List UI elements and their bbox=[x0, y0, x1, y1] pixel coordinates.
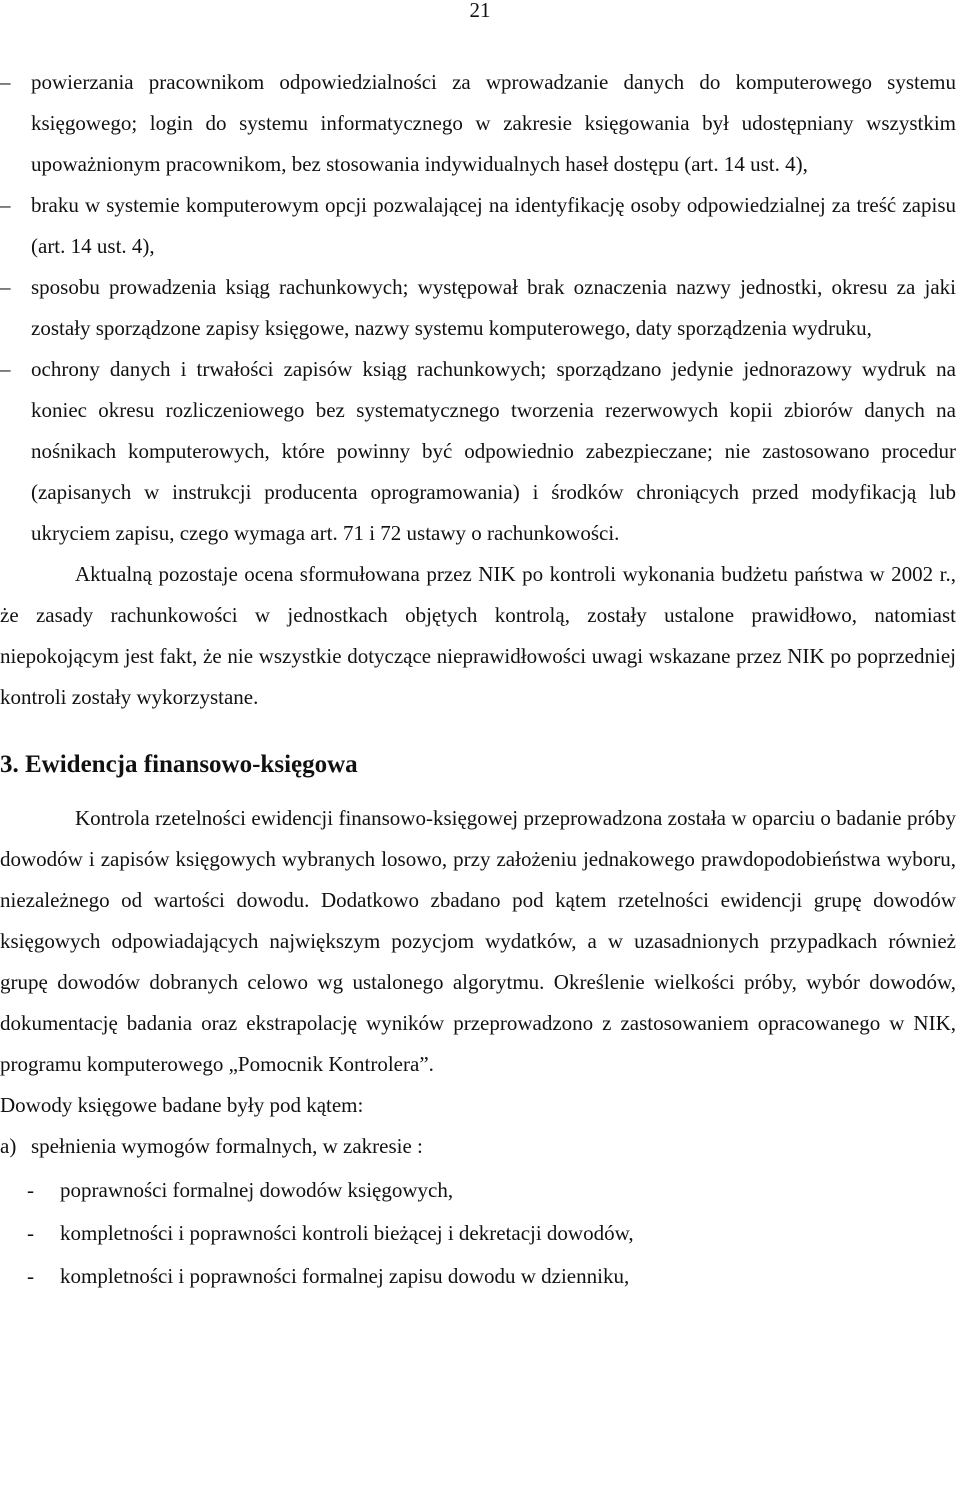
list-item bbox=[0, 1212, 956, 1255]
letter-marker: a) bbox=[0, 1134, 17, 1158]
minus-marker: - bbox=[27, 1178, 34, 1202]
page-number: 21 bbox=[469, 0, 491, 22]
dash-marker: – bbox=[0, 357, 11, 381]
paragraph-examined-aspects: Dowody księgowe badane były pod kątem: bbox=[0, 1093, 364, 1117]
paragraph-assessment: Aktualną pozostaje ocena sformułowana przez NIK po kontroli wykonania budżetu państwa w 2002 r., że zasady rachunkowości w jednostkach objętych kontrolą, zostały ustalone prawidłowo, natomiast niepokojącym jest fakt, że nie wszystkie dotyczące nieprawidłowości uwagi wskazane przez NIK po poprzedniej kontroli zostały wykorzystane. bbox=[0, 562, 956, 709]
list-item-text: powierzania pracownikom odpowiedzialności za wprowadzanie danych do komputerowego systemu księgowego; login do systemu informatycznego w zakresie księgowania był udostępniany wszystkim upoważnionym pracownikom, bez stosowania indywidualnych haseł dostępu (art. 14 ust. 4), bbox=[31, 70, 956, 176]
list-item-text: braku w systemie komputerowym opcji pozwalającej na identyfikację osoby odpowiedzialnej za treść zapisu (art. 14 ust. 4), bbox=[31, 193, 956, 258]
dash-marker: – bbox=[0, 275, 11, 299]
list-item-text: ochrony danych i trwałości zapisów ksiąg rachunkowych; sporządzano jedynie jednorazowy wydruk na koniec okresu rozliczeniowego bez systematycznego tworzenia rezerwowych kopii zbiorów danych na nośnikach komputerowych, które powinny być odpowiednio zabezpieczane; nie zastosowano procedur (zapisanych w instrukcji producenta oprogramowania) i środków chroniących przed modyfikacją lub ukryciem zapisu, czego wymaga art. 71 i 72 ustawy o rachunkowości. bbox=[31, 357, 956, 545]
minus-marker: - bbox=[27, 1264, 34, 1288]
list-item-text: sposobu prowadzenia ksiąg rachunkowych; występował brak oznaczenia nazwy jednostki, okresu za jaki zostały sporządzone zapisy księgowe, nazwy systemu komputerowego, daty sporządzenia wydruku, bbox=[31, 275, 956, 340]
dash-marker: – bbox=[0, 193, 11, 217]
sub-item-a bbox=[0, 1126, 956, 1167]
list-item bbox=[0, 1169, 956, 1212]
document-body bbox=[0, 62, 956, 1298]
list-item bbox=[0, 267, 956, 349]
list-item-text: kompletności i poprawności formalnej zapisu dowodu w dzienniku, bbox=[60, 1264, 630, 1288]
list-item bbox=[0, 62, 956, 185]
list-item bbox=[0, 349, 956, 554]
minus-marker: - bbox=[27, 1221, 34, 1245]
list-item bbox=[0, 185, 956, 267]
sub-item-text: spełnienia wymogów formalnych, w zakresie : bbox=[31, 1134, 423, 1158]
dash-marker: – bbox=[0, 70, 11, 94]
list-item bbox=[0, 1255, 956, 1298]
paragraph-audit-method: Kontrola rzetelności ewidencji finansowo-księgowej przeprowadzona została w oparciu o badanie próby dowodów i zapisów księgowych wybranych losowo, przy założeniu jednakowego prawdopodobieństwa wyboru, niezależnego od wartości dowodu. Dodatkowo zbadano pod kątem rzetelności ewidencji grupę dowodów księgowych odpowiadających największym pozycjom wydatków, a w uzasadnionych przypadkach również grupę dowodów dobranych celowo wg ustalonego algorytmu. Określenie wielkości próby, wybór dowodów, dokumentację badania oraz ekstrapolację wyników przeprowadzono z zastosowaniem opracowanego w NIK, programu komputerowego „Pomocnik Kontrolera”. bbox=[0, 806, 956, 1076]
list-item-text: kompletności i poprawności kontroli bieżącej i dekretacji dowodów, bbox=[60, 1221, 634, 1245]
section-heading: 3. Ewidencja finansowo-księgowa bbox=[0, 751, 358, 778]
list-item-text: poprawności formalnej dowodów księgowych, bbox=[60, 1178, 454, 1202]
